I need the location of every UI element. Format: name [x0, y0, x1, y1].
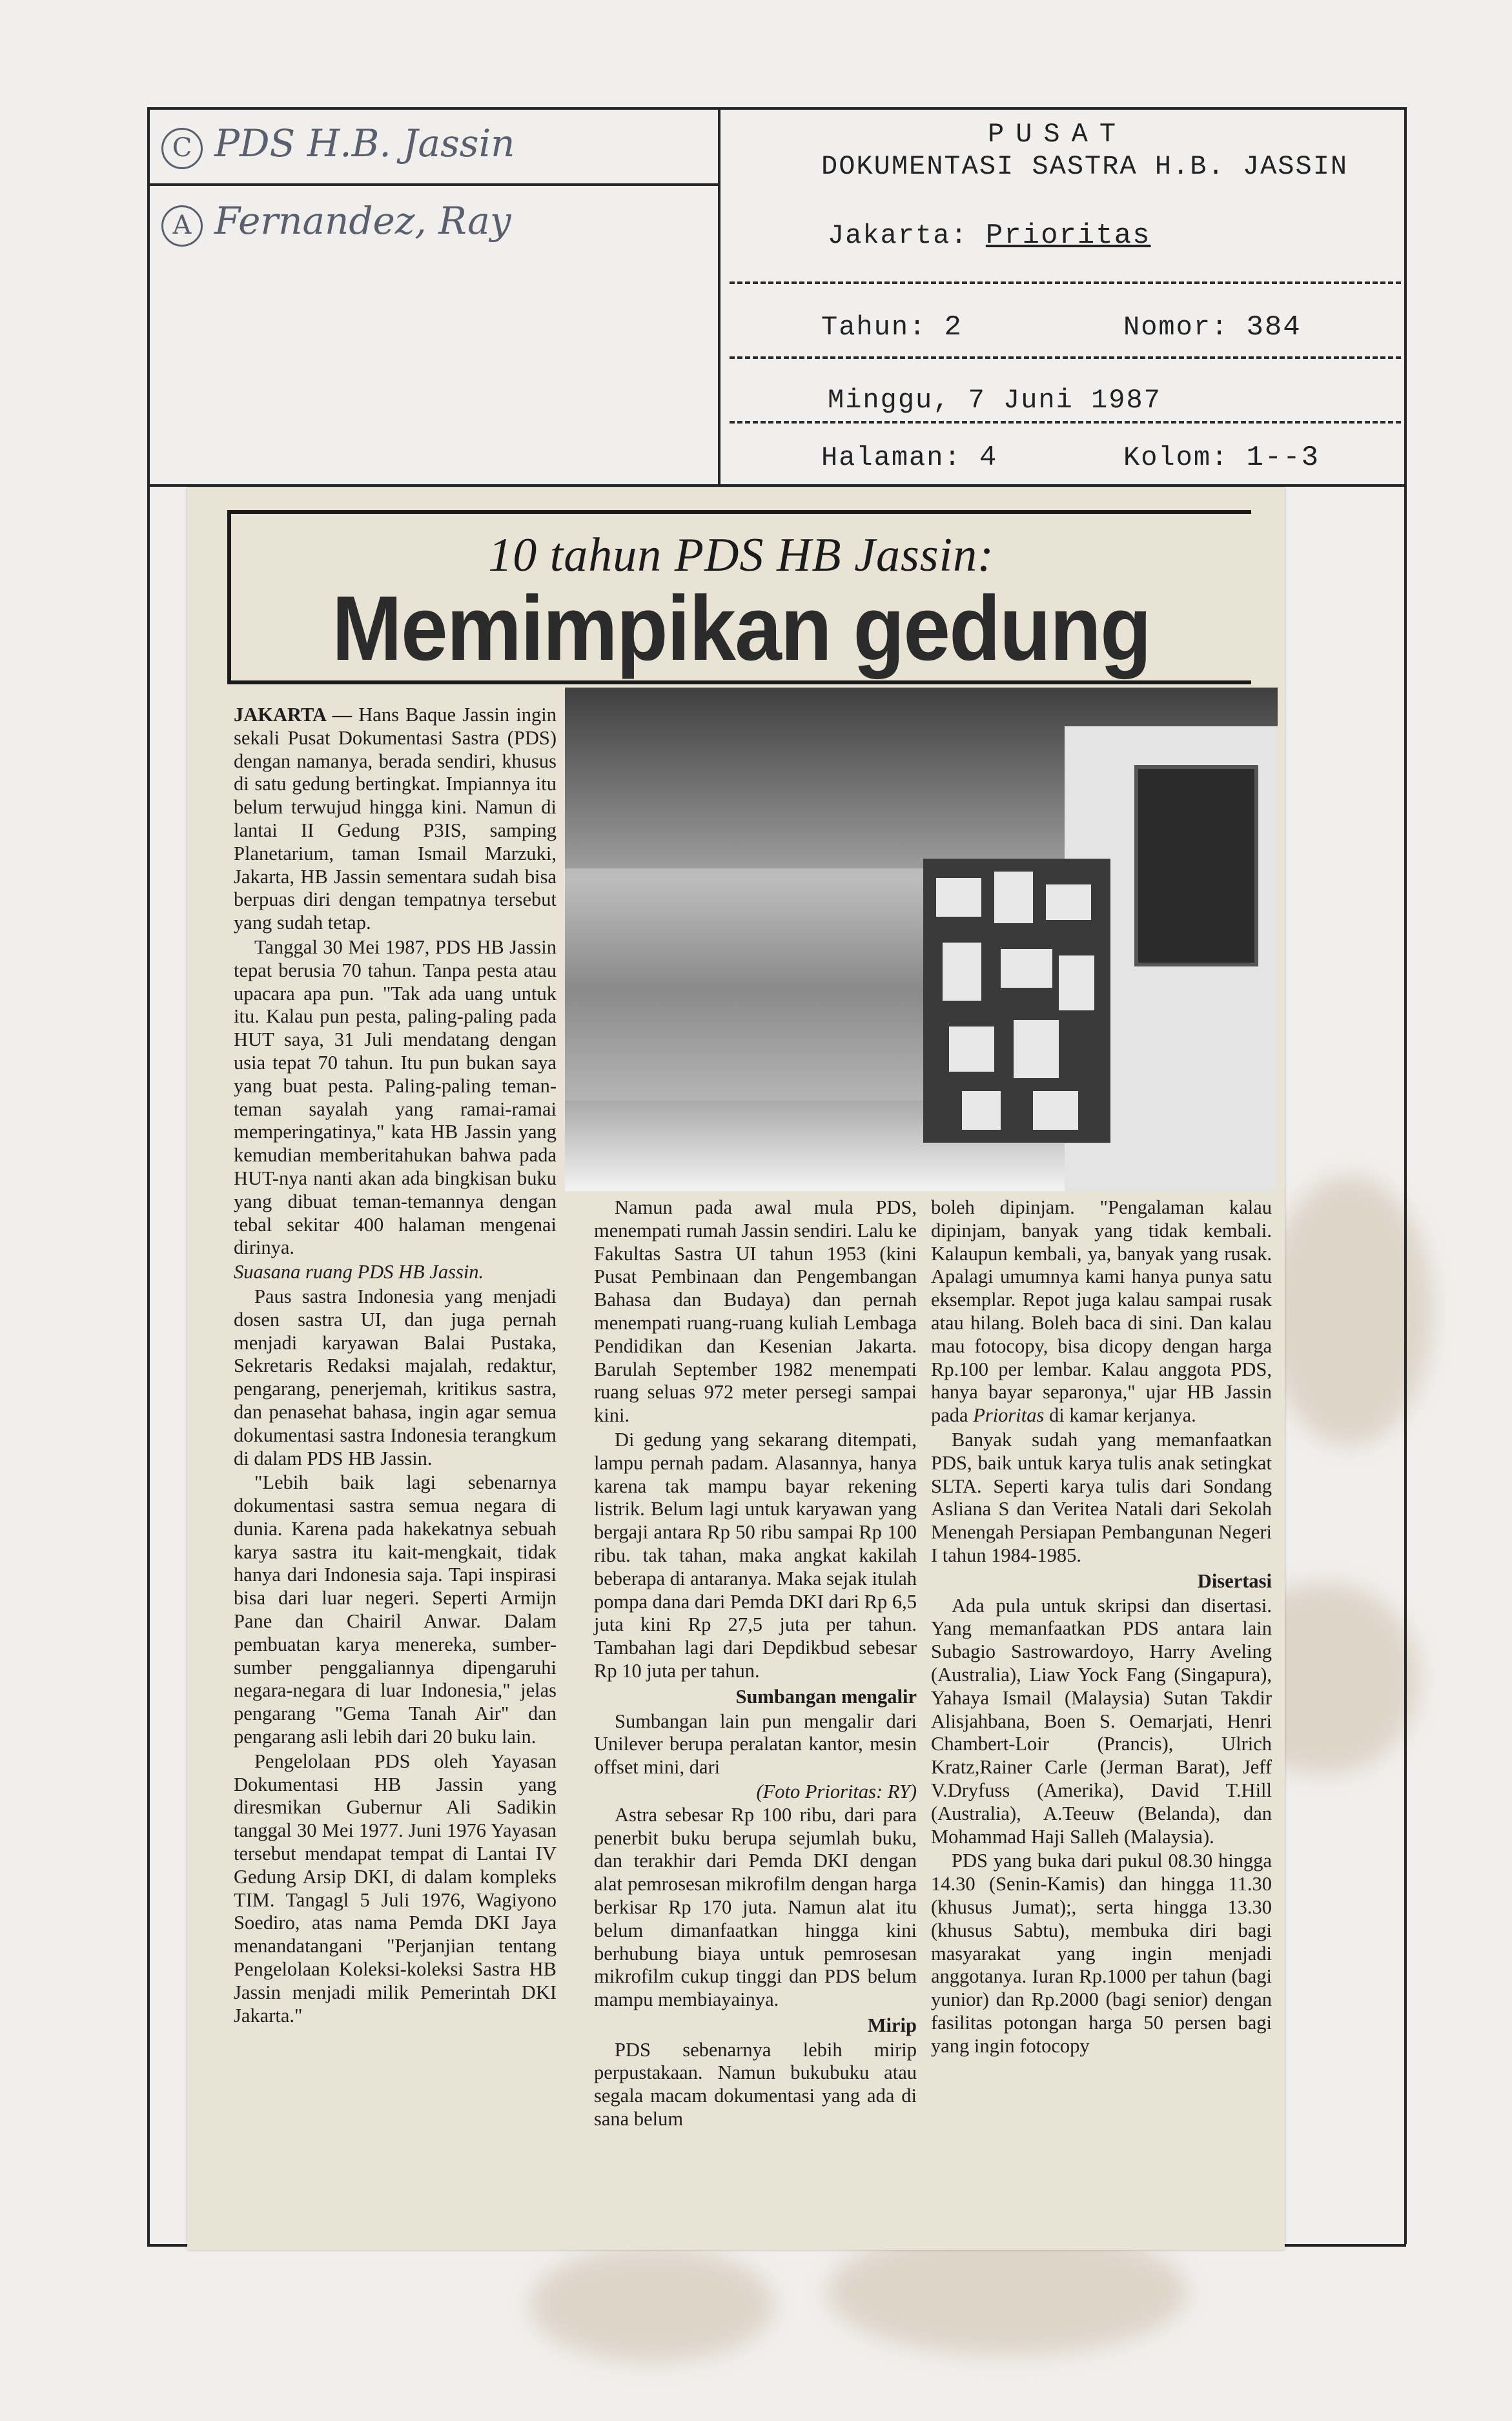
header-mid-rule	[718, 107, 720, 485]
paragraph: PDS sebenarnya lebih mirip perpustakaan. Namun bukubuku atau segala macam dokumentasi yang ada di sana belum	[594, 2038, 917, 2130]
subheading: Disertasi	[1197, 1569, 1272, 1592]
handwritten-source: C PDS H.B. Jassin	[161, 121, 515, 169]
subheading: Mirip	[867, 2014, 917, 2036]
column-2	[594, 1196, 917, 2132]
header-top-rule	[147, 107, 1406, 110]
paragraph: Banyak sudah yang memanfaatkan PDS, baik untuk karya tulis anak setingkat SLTA. Seperti karya tulis dari Sondang Asliana S dan Veritea Natali dari Sekolah Menengah Persiapan Pembangunan Negeri I tahun 1984-1985.	[931, 1428, 1272, 1566]
handwritten-author: A Fernandez, Ray	[161, 199, 511, 247]
paragraph: Ada pula untuk skripsi dan disertasi. Yang memanfaatkan PDS antara lain Subagio Sastrowardoyo, Harry Aveling (Australia), Liaw Yock Fang (Singapura), Yahaya Ismail (Malaysia) Sutan Takdir Alisjahbana, Boen S. Oemarjati, Henri Chambert-Loir (Prancis), Ulrich Kratz,Rainer Carle (Jerman Barat), Jeff V.Dryfuss (Amerika), David T.Hill (Australia), A.Teeuw (Belanda), dan Mohammad Haji Salleh (Malaysia).	[931, 1594, 1272, 1848]
nomor-field: Nomor: 384	[1123, 311, 1302, 343]
photo-credit: (Foto Prioritas: RY)	[756, 1780, 917, 1803]
headline-box	[227, 510, 1251, 684]
paragraph: boleh dipinjam. "Pengalaman kalau dipinjam, banyak yang tidak kembali. Kalaupun kembali, ya, banyak yang rusak. Apalagi umumnya kami hanya punya satu eksemplar. Repot juga kalau sampai rusak atau hilang. Boleh baca di sini. Dan kalau mau fotocopy, bisa dicopy dengan harga Rp.100 per lembar. Kalau anggota PDS, hanya bayar separonya," ujar HB Jassin pada Prioritas di kamar kerjanya.	[931, 1196, 1272, 1427]
date-field: Minggu, 7 Juni 1987	[828, 385, 1161, 416]
header-left-rule	[147, 107, 150, 485]
bulletin-board	[923, 859, 1110, 1143]
kolom-field: Kolom: 1--3	[1123, 442, 1320, 474]
newspaper-clipping	[187, 487, 1285, 2250]
column-3	[931, 1196, 1272, 2059]
city-field: Jakarta: Prioritas	[828, 220, 1151, 252]
institution-name: DOKUMENTASI SASTRA H.B. JASSIN	[821, 151, 1349, 182]
paragraph: "Lebih baik lagi sebenarnya dokumentasi sastra semua negara di dunia. Karena pada hakekatnya sebuah karya sastra itu kait-mengkait, tidak hanya dari Indonesia saja. Tapi inspirasi bisa dari luar negeri. Seperti Armijn Pane dan Chairil Anwar. Dalam pembuatan karya menereka, sumber-sumber penggaliannya dipengaruhi negara-negara di luar Indonesia," jelas pengarang "Gema Tanah Air" dan pengarang asli lebih dari 20 buku lain.	[234, 1471, 557, 1748]
paragraph: Sumbangan lain pun mengalir dari Unilever berupa peralatan kantor, mesin offset mini, dari	[594, 1710, 917, 1779]
paragraph: JAKARTA — Hans Baque Jassin ingin sekali Pusat Dokumentasi Sastra (PDS) dengan namanya, berada sendiri, khusus di satu gedung bertingkat. Impiannya itu belum terwujud hingga kini. Namun di lantai II Gedung P3IS, samping Planetarium, taman Ismail Marzuki, Jakarta, HB Jassin sementara sudah bisa berpuas diri dengan tempatnya tersebut yang sudah tetap.	[234, 704, 557, 934]
header-dashed-rule	[730, 281, 1401, 284]
photo-caption: Suasana ruang PDS HB Jassin.	[234, 1261, 484, 1283]
frame-left-rule	[147, 484, 150, 2247]
paragraph: Namun pada awal mula PDS, menempati rumah Jassin sendiri. Lalu ke Fakultas Sastra UI tahun 1953 (kini Pusat Pembinaan dan Pengembangan Bahasa dan Budaya) dan pernah menempati ruang-ruang kuliah Lembaga Pendidikan dan Kesenian Jakarta. Barulah September 1982 menempati ruang seluas 972 meter persegi sampai kini.	[594, 1196, 917, 1427]
pusat-label: PUSAT	[988, 119, 1128, 150]
paragraph: Astra sebesar Rp 100 ribu, dari para penerbit buku berupa sejumlah buku, dan terakhir dari Pemda DKI dengan alat pemrosesan mikrofilm dengan harga berkisar Rp 170 juta. Namun alat itu belum dimanfaatkan hingga kini berhubung biaya untuk pemrosesan mikrofilm cukup tinggi dan PDS belum mampu membiayainya.	[594, 1803, 917, 2011]
headline: Memimpikan gedung	[332, 577, 1150, 680]
header-rule	[147, 183, 718, 186]
header-bottom-rule	[147, 484, 1406, 487]
tahun-field: Tahun: 2	[821, 311, 963, 343]
frame-right-rule	[1404, 107, 1407, 2244]
paragraph: PDS yang buka dari pukul 08.30 hingga 14.30 (Senin-Kamis) dan hingga 11.30 (khusus Jumat);, serta hingga 13.30 (khusus Sabtu), membuka diri bagi masyarakat yang ingin menjadi anggotanya. Iuran Rp.1000 per tahun (bagi yunior) dan Rp.2000 (bagi senior) dengan fasilitas potongan harga 50 persen bagi yang ingin fotocopy	[931, 1850, 1272, 2057]
water-stain	[1265, 1175, 1433, 1446]
column-1	[234, 704, 557, 2028]
subheading: Sumbangan mengalir	[735, 1685, 917, 1708]
water-stain	[529, 2247, 775, 2363]
paragraph: Pengelolaan PDS oleh Yayasan Dokumentasi HB Jassin yang diresmikan Gubernur Ali Sadikin tanggal 30 Mei 1977. Juni 1976 Yayasan tersebut mendapat tempat di Lantai IV Gedung Arsip DKI, di dalam kompleks TIM. Tangagl 5 Juli 1976, Wagiyono Soediro, atas nama Pemda DKI Jaya menandatangani "Perjanjian tentang Pengelolaan Koleksi-koleksi Sastra HB Jassin menjadi milik Pemerintah DKI Jakarta."	[234, 1750, 557, 2027]
article-photo	[565, 688, 1278, 1191]
header-dashed-rule	[730, 421, 1401, 424]
kicker: 10 tahun PDS HB Jassin:	[488, 529, 994, 582]
portrait-image	[1134, 765, 1258, 966]
paragraph: Paus sastra Indonesia yang menjadi dosen sastra UI, dan juga pernah menjadi karyawan Balai Pustaka, Sekretaris Redaksi majalah, redaktur, pengarang, penerjemah, kritikus sastra, dan penasehat bahasa, ingin agar semua dokumentasi sastra Indonesia terangkum di dalam PDS HB Jassin.	[234, 1285, 557, 1469]
paragraph: Tanggal 30 Mei 1987, PDS HB Jassin tepat berusia 70 tahun. Tanpa pesta atau upacara apa pun. "Tak ada uang untuk itu. Kalau pun pesta, paling-paling pada HUT saya, 31 Juli mendatang dengan usia tepat 70 tahun. Itu pun bukan saya yang buat pesta. Paling-paling teman-teman sayalah yang ramai-ramai memperingatinya," kata HB Jassin yang kemudian memberitahukan bahwa pada HUT-nya nanti akan ada bingkisan buku yang dibuat teman-temannya dengan tebal sekitar 400 halaman mengenai dirinya.	[234, 935, 557, 1259]
halaman-field: Halaman: 4	[821, 442, 998, 474]
paragraph: Di gedung yang sekarang ditempati, lampu pernah padam. Alasannya, hanya karena tak mampu bayar rekening listrik. Belum lagi untuk karyawan yang bergaji antara Rp 50 ribu sampai Rp 100 ribu. tak tahan, maka angkat kakilah beberapa di antaranya. Maka sejak itulah pompa dana dari Pemda DKI dari Rp 6,5 juta kini Rp 27,5 juta per tahun. Tambahan lagi dari Depdikbud sebesar Rp 10 juta per tahun.	[594, 1428, 917, 1682]
header-dashed-rule	[730, 356, 1401, 359]
